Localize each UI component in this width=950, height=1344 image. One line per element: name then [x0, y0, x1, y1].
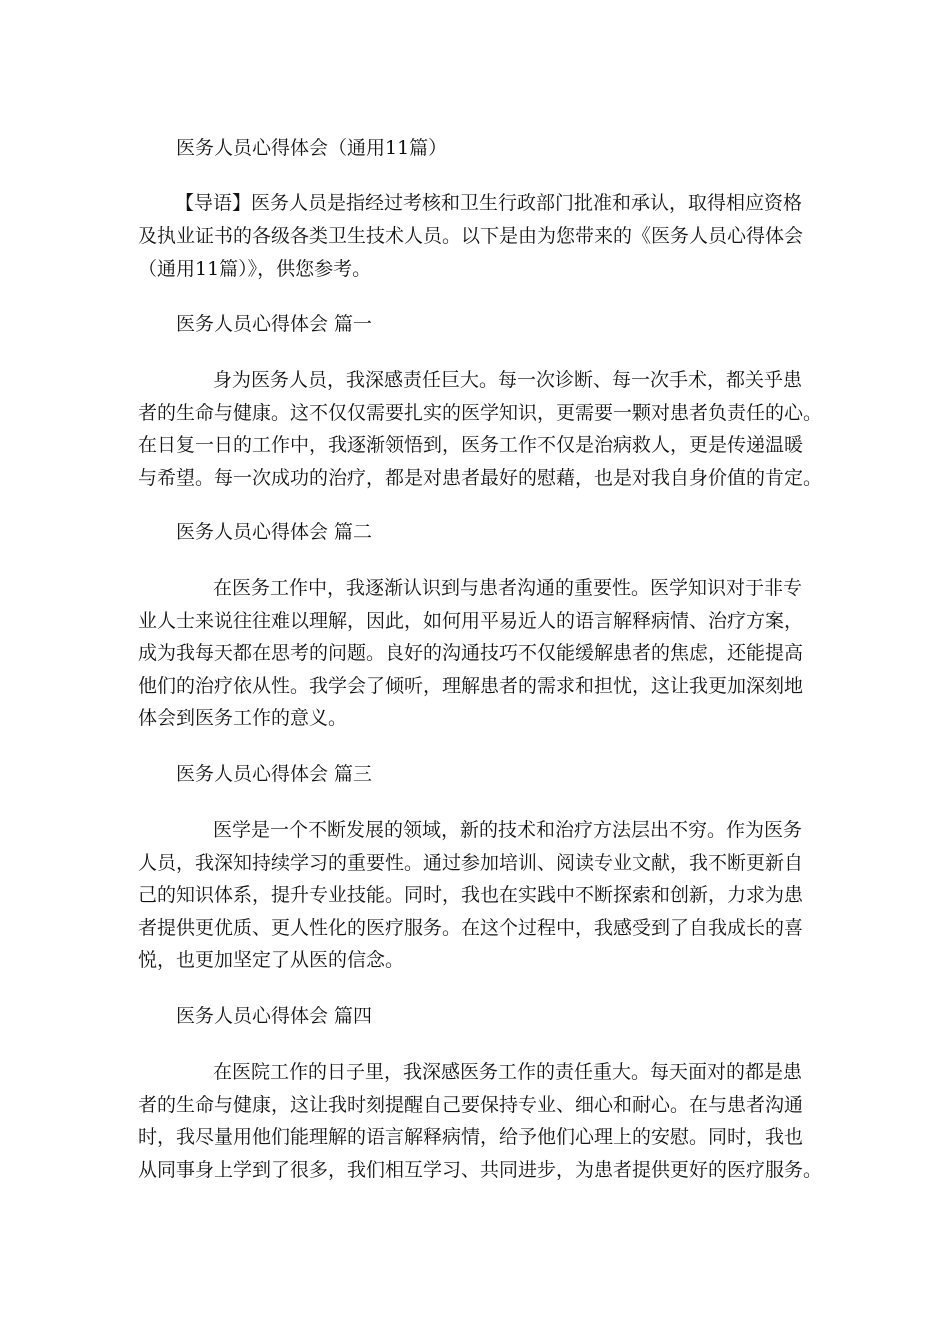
section-body-3: [138, 814, 838, 977]
section-heading-3: 医务人员心得体会 篇三: [176, 763, 373, 785]
intro-line: （通用11篇）》，供您参考。: [138, 258, 372, 280]
body-line: 在医务工作中，我逐渐认识到与患者沟通的重要性。医学知识对于非专: [213, 577, 803, 599]
body-line: 者提供更优质、更人性化的医疗服务。在这个过程中，我感受到了自我成长的喜: [138, 916, 804, 939]
section-heading-2: 医务人员心得体会 篇二: [176, 521, 373, 543]
document-title: 医务人员心得体会（通用11篇）: [176, 137, 448, 159]
body-line: 时，我尽量用他们能理解的语言解释病情，给予他们心理上的安慰。同时，我也: [138, 1126, 804, 1148]
section-body-2: [138, 572, 838, 735]
section-body-4: [138, 1056, 838, 1186]
body-line: 业人士来说往往难以理解，因此，如何用平易近人的语言解释病情、治疗方案，: [138, 609, 804, 632]
body-line: 己的知识体系，提升专业技能。同时，我也在实践中不断探索和创新，力求为患: [138, 884, 804, 906]
body-line: 人员，我深知持续学习的重要性。通过参加培训、阅读专业文献，我不断更新自: [138, 851, 804, 874]
body-line: 他们的治疗依从性。我学会了倾听，理解患者的需求和担忧，这让我更加深刻地: [138, 674, 804, 697]
section-heading-1: 医务人员心得体会 篇一: [176, 313, 373, 335]
body-line: 身为医务人员，我深感责任巨大。每一次诊断、每一次手术，都关乎患: [213, 369, 803, 391]
body-line: 从同事身上学到了很多，我们相互学习、共同进步，为患者提供更好的医疗服务。: [138, 1158, 823, 1181]
intro-line: 【导语】医务人员是指经过考核和卫生行政部门批准和承认，取得相应资格: [175, 192, 803, 214]
body-line: 者的生命与健康。这不仅仅需要扎实的医学知识，更需要一颗对患者负责任的心。: [138, 401, 823, 424]
body-line: 体会到医务工作的意义。: [138, 707, 348, 729]
body-line: 悦，也更加坚定了从医的信念。: [138, 949, 405, 971]
body-line: 在日复一日的工作中，我逐渐领悟到，医务工作不仅是治病救人，更是传递温暖: [138, 434, 804, 456]
section-body-1: [138, 364, 838, 494]
body-line: 者的生命与健康，这让我时刻提醒自己要保持专业、细心和耐心。在与患者沟通: [138, 1093, 804, 1116]
body-line: 医学是一个不断发展的领域，新的技术和治疗方法层出不穷。作为医务: [213, 819, 803, 841]
body-line: 在医院工作的日子里，我深感医务工作的责任重大。每天面对的都是患: [213, 1061, 803, 1083]
body-line: 与希望。每一次成功的治疗，都是对患者最好的慰藉，也是对我自身价值的肯定。: [138, 466, 823, 489]
body-line: 成为我每天都在思考的问题。良好的沟通技巧不仅能缓解患者的焦虑，还能提高: [138, 642, 804, 664]
intro-paragraph: [138, 187, 828, 286]
section-heading-4: 医务人员心得体会 篇四: [176, 1005, 373, 1027]
intro-line: 及执业证书的各级各类卫生技术人员。以下是由为您带来的《医务人员心得体会: [138, 225, 804, 247]
